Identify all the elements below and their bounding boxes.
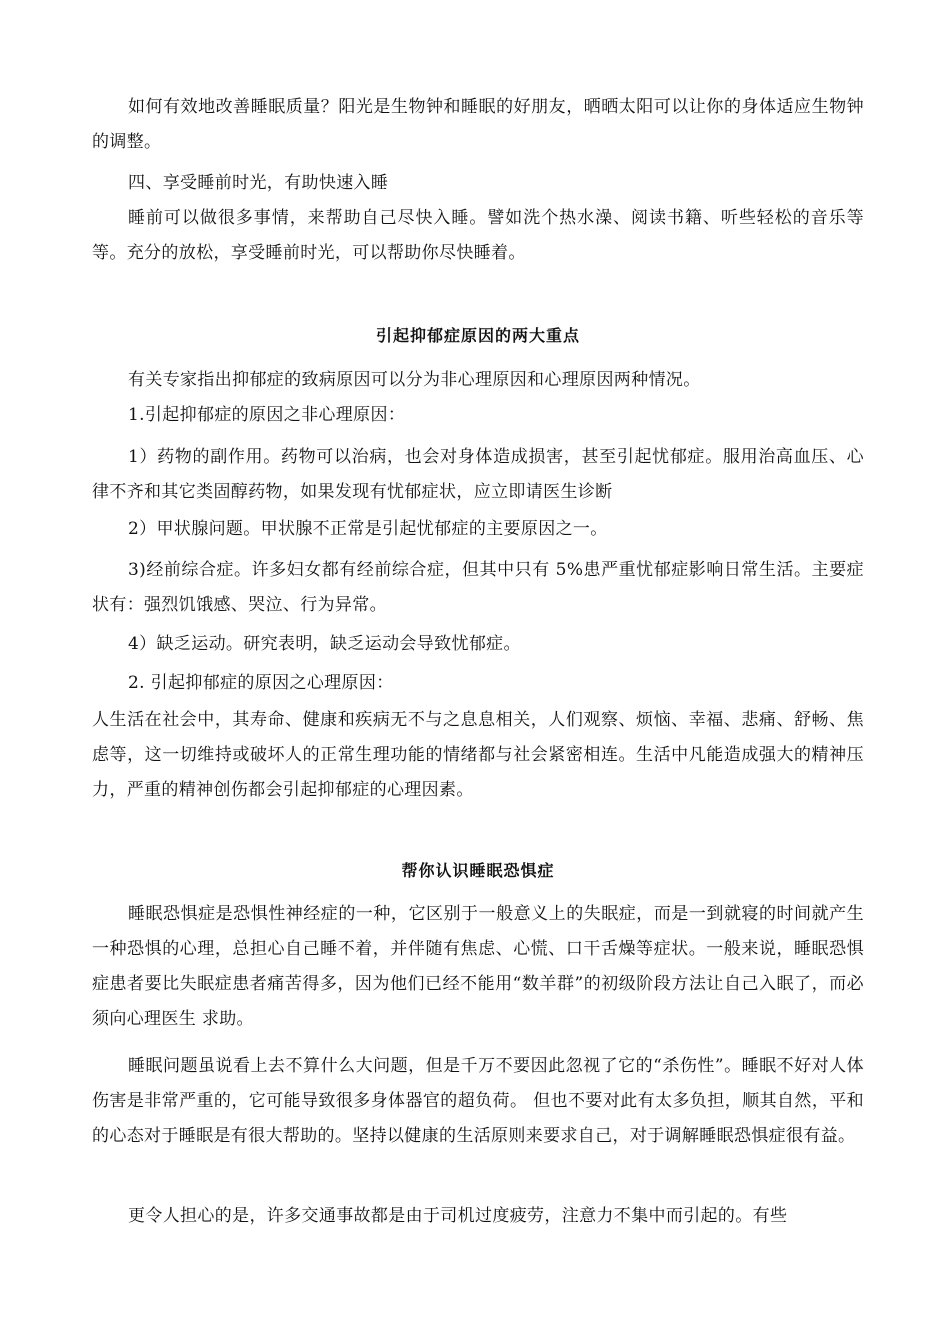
- paragraph: 1.引起抑郁症的原因之非心理原因：: [128, 405, 406, 425]
- paragraph: 睡前可以做很多事情，来帮助自己尽快入睡。譬如洗个热水澡、阅读书籍、听些轻松的音乐等等。充分的放松，享受睡前时光，可以帮助你尽快睡着。: [92, 208, 864, 263]
- paragraph: 2. 引起抑郁症的原因之心理原因：: [128, 673, 394, 693]
- paragraph: 4）缺乏运动。研究表明，缺乏运动会导致忧郁症。: [128, 634, 521, 654]
- paragraph: 1）药物的副作用。药物可以治病，也会对身体造成损害，甚至引起忧郁症。服用治高血压、心律不齐和其它类固醇药物，如果发现有忧郁症状，应立即请医生诊断: [92, 447, 864, 502]
- paragraph: 睡眠问题虽说看上去不算什么大问题，但是千万不要因此忽视了它的“杀伤性”。睡眠不好对人体伤害是非常严重的，它可能导致很多身体器官的超负荷。 但也不要对此有太多负担，顺其自然，平和的心态对于睡眠是有很大帮助的。坚持以健康的生活原则来要求自己，对于调解睡眠恐惧症很有益。: [92, 1056, 864, 1146]
- paragraph: 四、享受睡前时光，有助快速入睡: [128, 173, 389, 193]
- paragraph: 有关专家指出抑郁症的致病原因可以分为非心理原因和心理原因两种情况。: [128, 370, 701, 390]
- paragraph: 2）甲状腺问题。甲状腺不正常是引起忧郁症的主要原因之一。: [128, 519, 608, 539]
- section-heading: 帮你认识睡眠恐惧症: [401, 861, 555, 880]
- paragraph: 3)经前综合症。许多妇女都有经前综合症，但其中只有 5%患严重忧郁症影响日常生活。主要症状有：强烈饥饿感、哭泣、行为异常。: [92, 560, 864, 615]
- paragraph: 睡眠恐惧症是恐惧性神经症的一种，它区别于一般意义上的失眠症，而是一到就寝的时间就产生一种恐惧的心理，总担心自己睡不着，并伴随有焦虑、心慌、口干舌燥等症状。一般来说，睡眠恐惧症患者要比失眠症患者痛苦得多，因为他们已经不能用“数羊群”的初级阶段方法让自己入眠了，而必须向心理医生 求助。: [92, 904, 864, 1029]
- section-heading: 引起抑郁症原因的两大重点: [375, 326, 580, 345]
- paragraph: 人生活在社会中，其寿命、健康和疾病无不与之息息相关，人们观察、烦恼、幸福、悲痛、舒畅、焦虑等，这一切维持或破坏人的正常生理功能的情绪都与社会紧密相连。生活中凡能造成强大的精神压力，严重的精神创伤都会引起抑郁症的心理因素。: [92, 710, 864, 800]
- paragraph: 如何有效地改善睡眠质量？阳光是生物钟和睡眠的好朋友，晒晒太阳可以让你的身体适应生物钟的调整。: [92, 97, 864, 152]
- paragraph: 更令人担心的是，许多交通事故都是由于司机过度疲劳，注意力不集中而引起的。有些: [128, 1206, 788, 1226]
